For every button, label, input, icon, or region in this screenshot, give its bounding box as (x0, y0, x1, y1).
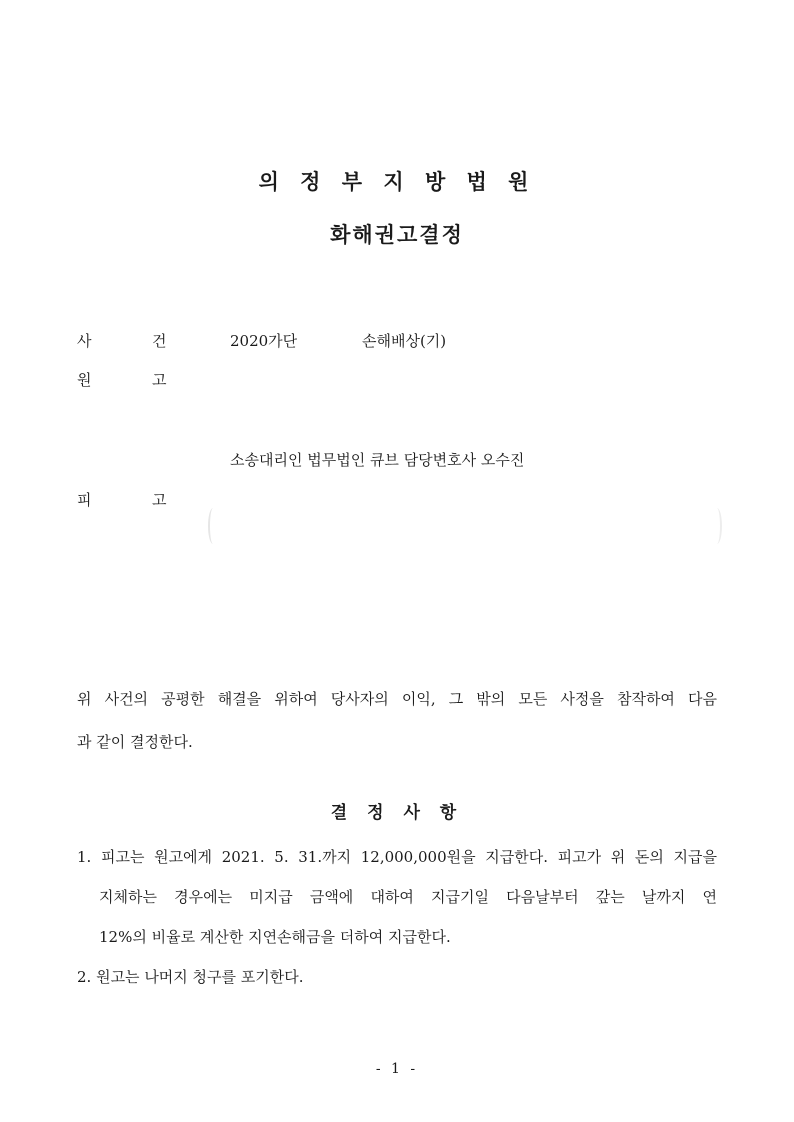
page-number: - 1 - (375, 1061, 419, 1077)
case-label-char-2: 건 (152, 332, 167, 350)
decision-title: 결 정 사 항 (330, 803, 464, 823)
plaintiff-label-char-1: 원 (77, 371, 92, 389)
preamble-line-1: 위 사건의 공평한 해결을 위하여 당사자의 이익, 그 밖의 모든 사정을 참작하여 다음 (77, 690, 717, 708)
case-label-char-1: 사 (77, 332, 92, 350)
case-name: 손해배상(기) (362, 332, 447, 350)
court-name: 의 정 부 지 방 법 원 (258, 170, 536, 194)
document-title: 화해권고결정 (330, 223, 464, 247)
plaintiff-counsel: 소송대리인 법무법인 큐브 담당변호사 오수진 (230, 451, 525, 469)
decision-item-1-line-3: 12%의 비율로 계산한 지연손해금을 더하여 지급한다. (99, 928, 451, 946)
decision-item-1-line-2: 지체하는 경우에는 미지급 금액에 대하여 지급기일 다음날부터 갚는 날까지 연 (99, 888, 717, 906)
preamble-line-2: 과 같이 결정한다. (77, 733, 193, 751)
scan-mark (208, 508, 218, 544)
case-number: 2020가단 (230, 332, 298, 350)
scan-mark (712, 508, 722, 544)
plaintiff-label-char-2: 고 (152, 371, 167, 389)
defendant-label-char-2: 고 (152, 491, 167, 509)
defendant-label-char-1: 피 (77, 491, 92, 509)
decision-item-1-line-1: 1. 피고는 원고에게 2021. 5. 31.까지 12,000,000원을 지급한다. 피고가 위 돈의 지급을 (77, 848, 717, 866)
decision-item-2: 2. 원고는 나머지 청구를 포기한다. (77, 968, 304, 986)
